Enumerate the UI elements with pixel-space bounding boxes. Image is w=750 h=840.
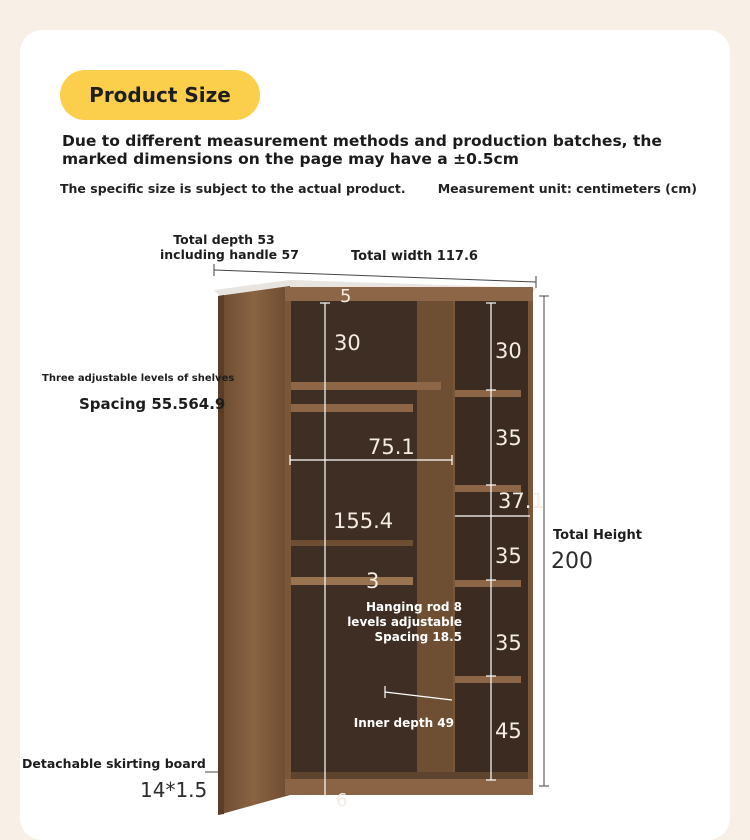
dim-right-5: 35 [495, 631, 522, 655]
depth-label: Total depth 53 including handle 57 [160, 232, 299, 262]
dim-right-2: 35 [495, 426, 522, 450]
dim-bottom: 6 [336, 790, 348, 811]
left-shelf-3 [291, 540, 413, 546]
left-shelf-2 [291, 404, 413, 412]
shelves-spacing: Spacing 55.564.9 [79, 395, 226, 413]
right-shelf-4 [455, 676, 521, 683]
total-height-label: Total Height [553, 528, 642, 543]
measurement-notice: Due to different measurement methods and production batches, the marked dimensions on the page may have a ±0.5cm [62, 132, 662, 168]
dim-right-3: 37.1 [498, 489, 545, 513]
hanging-rod-label: Hanging rod 8 levels adjustable Spacing 18.5 [347, 600, 462, 644]
skirting-value: 14*1.5 [140, 778, 208, 802]
dim-rod: 3 [366, 569, 380, 593]
measurement-unit: Measurement unit: centimeters (cm) [437, 181, 697, 196]
dim-inner-width: 75.1 [368, 435, 415, 459]
size-disclaimer: The specific size is subject to the actual product. [60, 181, 406, 196]
left-shelf-1 [291, 382, 441, 390]
skirting-label: Detachable skirting board [22, 756, 206, 771]
total-height-value: 200 [551, 549, 593, 574]
dim-left-top: 30 [334, 331, 361, 355]
shelves-title: Three adjustable levels of shelves [42, 373, 235, 384]
right-shelf-1 [455, 390, 521, 397]
dim-right-6: 45 [495, 719, 522, 743]
hanging-rod [291, 577, 413, 585]
dim-left-height: 155.4 [333, 509, 394, 533]
dim-right-4: 35 [495, 544, 522, 568]
right-shelf-3 [455, 580, 521, 587]
inner-depth-label: Inner depth 49 [353, 716, 454, 730]
skirting-board [285, 779, 533, 795]
section-title: Product Size [89, 83, 231, 107]
center-divider [417, 301, 453, 779]
dim-right-1: 30 [495, 339, 522, 363]
wardrobe-side-panel [218, 286, 290, 815]
dim-top: 5 [340, 286, 352, 307]
total-width-label: Total width 117.6 [351, 249, 478, 264]
